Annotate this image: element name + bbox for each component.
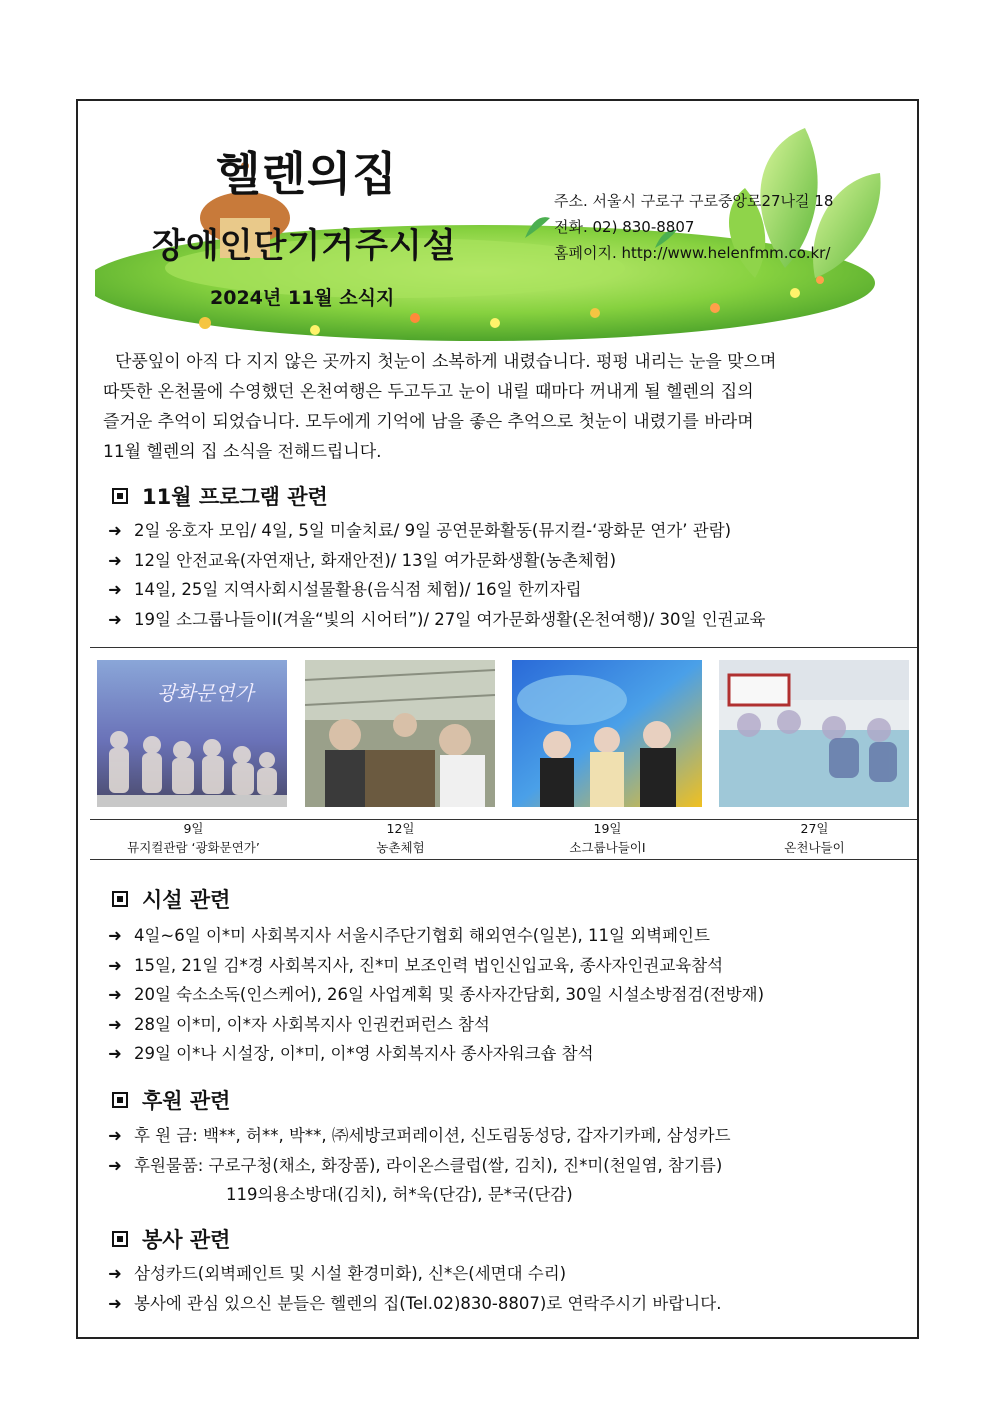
list-item: ➜ 19일 소그룹나들이Ⅰ(겨울“빛의 시어터”)/ 27일 여가문화생활(온천여행)/ 30일 인권교육 — [108, 605, 765, 635]
photo-light-theater — [512, 660, 702, 807]
photo-hot-spring — [719, 660, 909, 807]
arrow-icon: ➜ — [108, 1264, 122, 1283]
photo-overlay-text: 광화문연가 — [157, 681, 254, 705]
facility-list — [108, 921, 764, 1069]
square-bullet-icon — [112, 1092, 128, 1108]
section-support-title: 후원 관련 — [112, 1085, 230, 1115]
list-item: ➜ 후원물품: 구로구청(채소, 화장품), 라이온스클럽(쌀, 김치), 진*미(천일염, 참기름) — [108, 1151, 731, 1181]
arrow-icon: ➜ — [108, 1155, 122, 1175]
intro-line: 단풍잎이 아직 다 지지 않은 곳까지 첫눈이 소복하게 내렸습니다. 펑펑 내리는 눈을 맞으며 — [115, 352, 777, 372]
square-bullet-icon — [112, 1231, 128, 1247]
list-item: ➜ 29일 이*나 시설장, 이*미, 이*영 사회복지사 종사자워크숍 참석 — [108, 1039, 764, 1069]
list-item: ➜ 후 원 금: 백**, 허**, 박**, ㈜세방코퍼레이션, 신도림동성당, 갑자기카페, 삼성카드 — [108, 1121, 731, 1151]
photo-caption: 27일 온천나들이 — [784, 821, 845, 855]
intro-line: 11월 헬렌의 집 소식을 전해드립니다. — [103, 442, 382, 462]
arrow-icon: ➜ — [108, 580, 122, 599]
intro-line: 따뜻한 온천물에 수영했던 온천여행은 두고두고 눈이 내릴 때마다 꺼내게 될 헬렌의 집의 — [103, 382, 754, 402]
intro-line: 즐거운 추억이 되었습니다. 모두에게 기억에 남을 좋은 추억으로 첫눈이 내렸기를 바라며 — [103, 412, 754, 432]
newsletter-month: 2024년 11월 소식지 — [210, 287, 395, 309]
section-program-title: 11월 프로그램 관련 — [112, 481, 328, 511]
intro-paragraph — [103, 347, 893, 467]
section-volunteer-title: 봉사 관련 — [112, 1224, 230, 1254]
photo-caption: 12일 농촌체험 — [376, 821, 425, 855]
program-list — [108, 516, 765, 634]
list-item: ➜ 4일~6일 이*미 사회복지사 서울시주단기협회 해외연수(일본), 11일 외벽페인트 — [108, 921, 764, 951]
section-facility-title: 시설 관련 — [112, 884, 230, 914]
divider — [90, 859, 917, 860]
list-item: ➜ 15일, 21일 김*경 사회복지사, 진*미 보조인력 법인신입교육, 종사자인권교육참석 — [108, 951, 764, 981]
arrow-icon: ➜ — [108, 985, 122, 1004]
square-bullet-icon — [112, 891, 128, 907]
list-item: ➜ 2일 옹호자 모임/ 4일, 5일 미술치료/ 9일 공연문화활동(뮤지컬-‘광화문 연가’ 관람) — [108, 516, 765, 546]
arrow-icon: ➜ — [108, 1293, 122, 1313]
arrow-icon: ➜ — [108, 521, 122, 540]
arrow-icon: ➜ — [108, 550, 122, 570]
photo-captions — [90, 819, 917, 859]
facility-name: 헬렌의집 — [216, 147, 398, 201]
square-bullet-icon — [112, 488, 128, 504]
arrow-icon: ➜ — [108, 609, 122, 629]
address: 주소. 서울시 구로구 구로중앙로27나길 18 — [554, 192, 834, 210]
list-item: ➜ 12일 안전교육(자연재난, 화재안전)/ 13일 여가문화생활(농촌체험) — [108, 546, 765, 576]
photo-strip — [97, 660, 909, 808]
volunteer-list — [108, 1259, 721, 1318]
support-list — [108, 1121, 731, 1210]
list-item: ➜ 봉사에 관심 있으신 분들은 헬렌의 집(Tel.02)830-8807)로 연락주시기 바랍니다. — [108, 1289, 721, 1319]
divider — [90, 647, 917, 648]
arrow-icon: ➜ — [108, 926, 122, 945]
homepage-link[interactable]: 홈페이지. http://www.helenfmm.co.kr/ — [554, 244, 831, 262]
photo-farm — [305, 660, 495, 807]
list-item: ➜ 삼성카드(외벽페인트 및 시설 환경미화), 신*은(세면대 수리) — [108, 1259, 721, 1289]
arrow-icon: ➜ — [108, 955, 122, 975]
list-item: ➜ 14일, 25일 지역사회시설물활용(음식점 체험)/ 16일 한끼자립 — [108, 575, 765, 605]
contact-info — [554, 188, 833, 266]
phone: 전화. 02) 830-8807 — [554, 218, 695, 236]
arrow-icon: ➜ — [108, 1044, 122, 1063]
photo-caption: 19일 소그룹나들이Ⅰ — [569, 821, 646, 855]
list-item: ➜ 20일 숙소소독(인스케어), 26일 사업계획 및 종사자간담회, 30일 시설소방점검(전방재) — [108, 980, 764, 1010]
facility-type: 장애인단기거주시설 — [152, 226, 457, 266]
arrow-icon: ➜ — [108, 1014, 122, 1034]
arrow-icon: ➜ — [108, 1126, 122, 1145]
photo-caption: 9일 뮤지컬관람 ‘광화문연가’ — [127, 821, 260, 855]
list-item-continuation: 119의용소방대(김치), 허*욱(단감), 문*국(단감) — [226, 1185, 573, 1204]
photo-musical — [97, 660, 287, 807]
list-item: ➜ 28일 이*미, 이*자 사회복지사 인권컨퍼런스 참석 — [108, 1010, 764, 1040]
